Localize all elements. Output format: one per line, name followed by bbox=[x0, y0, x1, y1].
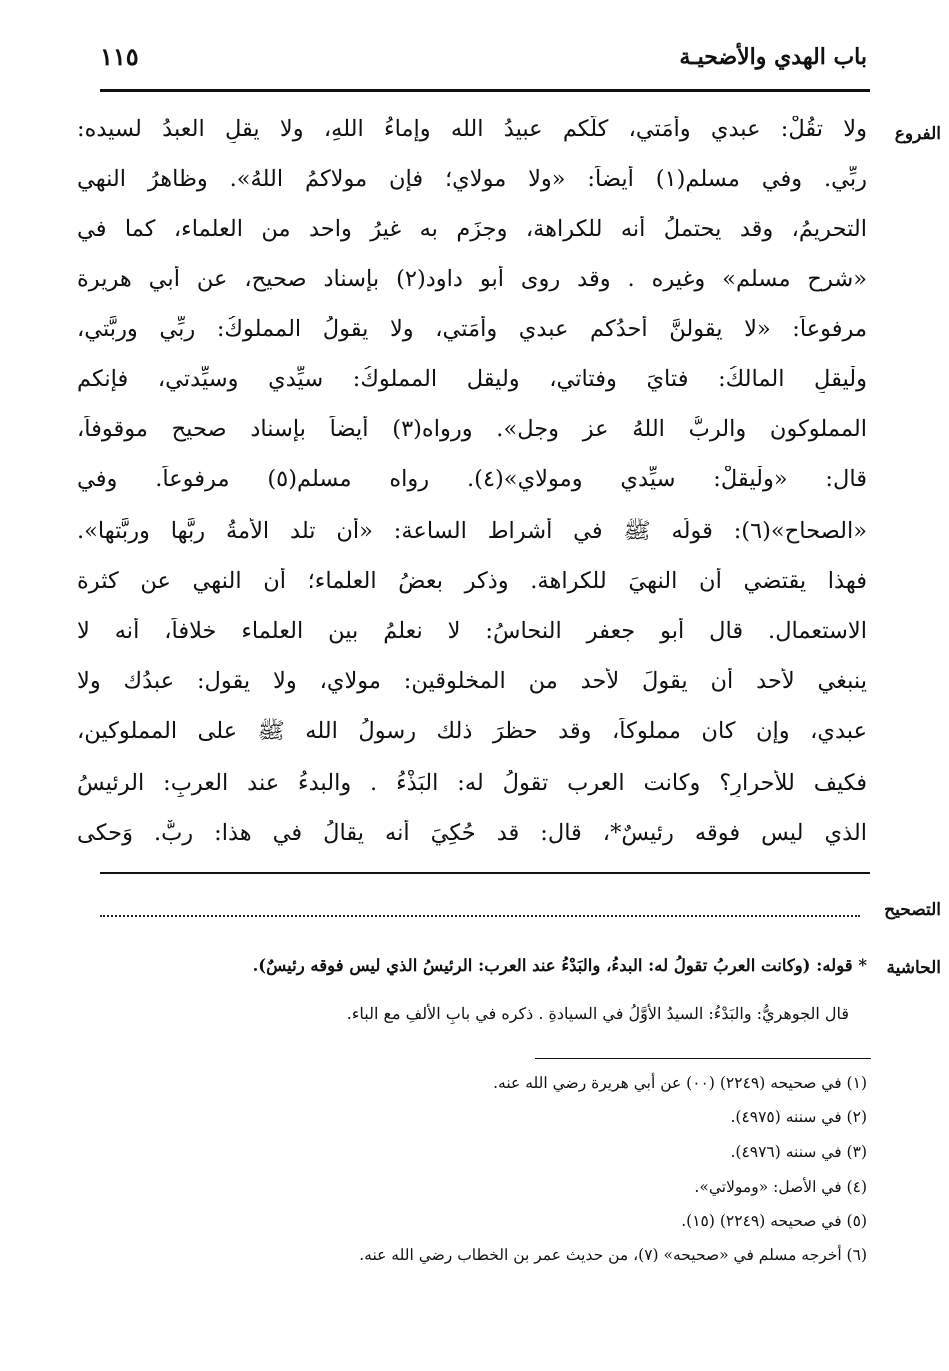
side-label-tashih: التصحيح bbox=[884, 900, 941, 920]
footnote: (٥) في صحيحه (٢٢٤٩) (١٥). bbox=[681, 1212, 867, 1230]
footnote: (٣) في سننه (٤٩٧٦). bbox=[730, 1143, 867, 1161]
body-end-rule bbox=[100, 872, 870, 874]
body-line: فهذا يقتضي أن النهيَ للكراهة. وذكر بعضُ العلماء؛ أن النهي عن كثرة bbox=[77, 568, 867, 594]
body-line: المملوكون والربُّ اللهُ عز وجل». ورواه(٣) أيضاً بإسناد صحيح موقوفاً، bbox=[77, 416, 867, 442]
body-line: ولْيقلِ المالكُ: فتايَ وفتاتي، وليقل المملوكُ: سيِّدي وسيِّدتي، فإنكم bbox=[77, 366, 867, 392]
page-number: ١١٥ bbox=[100, 42, 139, 71]
body-line: ربِّي. وفي مسلمٍ(١) أيضاً: «ولا مولاي؛ فإن مولاكمُ اللهُ». وظاهرُ النهي bbox=[77, 166, 867, 192]
footnote: (٤) في الأصل: «ومولاتي». bbox=[694, 1178, 867, 1196]
hashiya-line-2: قال الجوهريُّ: والبَدْءُ: السيدُ الأوَّلُ في السيادةِ . ذكره في بابِ الألفِ مع الباء. bbox=[346, 1004, 849, 1023]
body-line: مرفوعاً: «لا يقولنَّ أحدُكم عبدي وأَمَتي، ولا يقولُ المملوكُ: ربِّي وربَّتي، bbox=[77, 316, 867, 342]
body-line: عبدي، وإن كان مملوكاً، وقد حظرَ ذلك رسولُ الله ﷺ على المملوكين، bbox=[77, 718, 867, 744]
tashih-dotted-line bbox=[100, 895, 860, 917]
body-line: «شرح مسلم» وغيره . وقد روى أبو داود(٢) بإسناد صحيح، عن أبي هريرة bbox=[77, 266, 867, 292]
side-label-furu: الفروع bbox=[894, 124, 941, 144]
body-line: «الصحاح»(٦): قولُه ﷺ في أشراط الساعة: «أن تلد الأمةُ ربَّها وربَّتها». bbox=[77, 518, 867, 544]
body-line: الاستعمال. قال أبو جعفر النحاسُ: لا نعلمُ بين العلماء خلافاً، أنه لا bbox=[77, 618, 867, 644]
side-label-hashiya: الحاشية bbox=[886, 958, 941, 978]
body-line: ينبغي لأحد أن يقولَ لأحد من المخلوقين: مولاي، ولا يقول: عبدُك ولا bbox=[77, 668, 867, 694]
body-line: قال: «ولْيقلْ: سيِّدي ومولاي»(٤). رواه مسلم(٥) مرفوعاً. وفي bbox=[77, 466, 867, 492]
footnote: (٢) في سننه (٤٩٧٥). bbox=[730, 1108, 867, 1126]
body-line: الذي ليس فوقه رئيسٌ*، قال: قد حُكِيَ أنه يقالُ في هذا: ربٌّ. وَحكى bbox=[77, 820, 867, 846]
body-line: ولا تقُلْ: عبدي وأَمَتي، كلُّكم عبيدُ الله وإماءُ اللهِ، ولا يقلِ العبدُ لسيده: bbox=[77, 116, 867, 142]
footnote: (٦) أخرجه مسلم في «صحيحه» (٧)، من حديث عمر بن الخطاب رضي الله عنه. bbox=[359, 1246, 867, 1264]
body-line: التحريمُ، وقد يحتملُ أنه للكراهة، وجزَم به غيرُ واحد من العلماء، كما في bbox=[77, 216, 867, 242]
hashiya-line-1: * قوله: (وكانت العربُ تقولُ له: البدءُ، والبَدْءُ عند العرب: الرئيسُ الذي ليس فوقه رئيسٌ). bbox=[252, 956, 867, 975]
footnote: (١) في صحيحه (٢٢٤٩) (٠٠) عن أبي هريرة رضي الله عنه. bbox=[493, 1074, 867, 1092]
footnote-rule bbox=[535, 1058, 871, 1059]
running-header-title: باب الهدي والأضحيـة bbox=[679, 44, 867, 70]
body-line: فكيف للأحرارِ؟ وكانت العرب تقولُ له: البَذْءُ . والبدءُ عند العربِ: الرئيسُ bbox=[77, 770, 867, 796]
header-rule bbox=[100, 89, 870, 92]
